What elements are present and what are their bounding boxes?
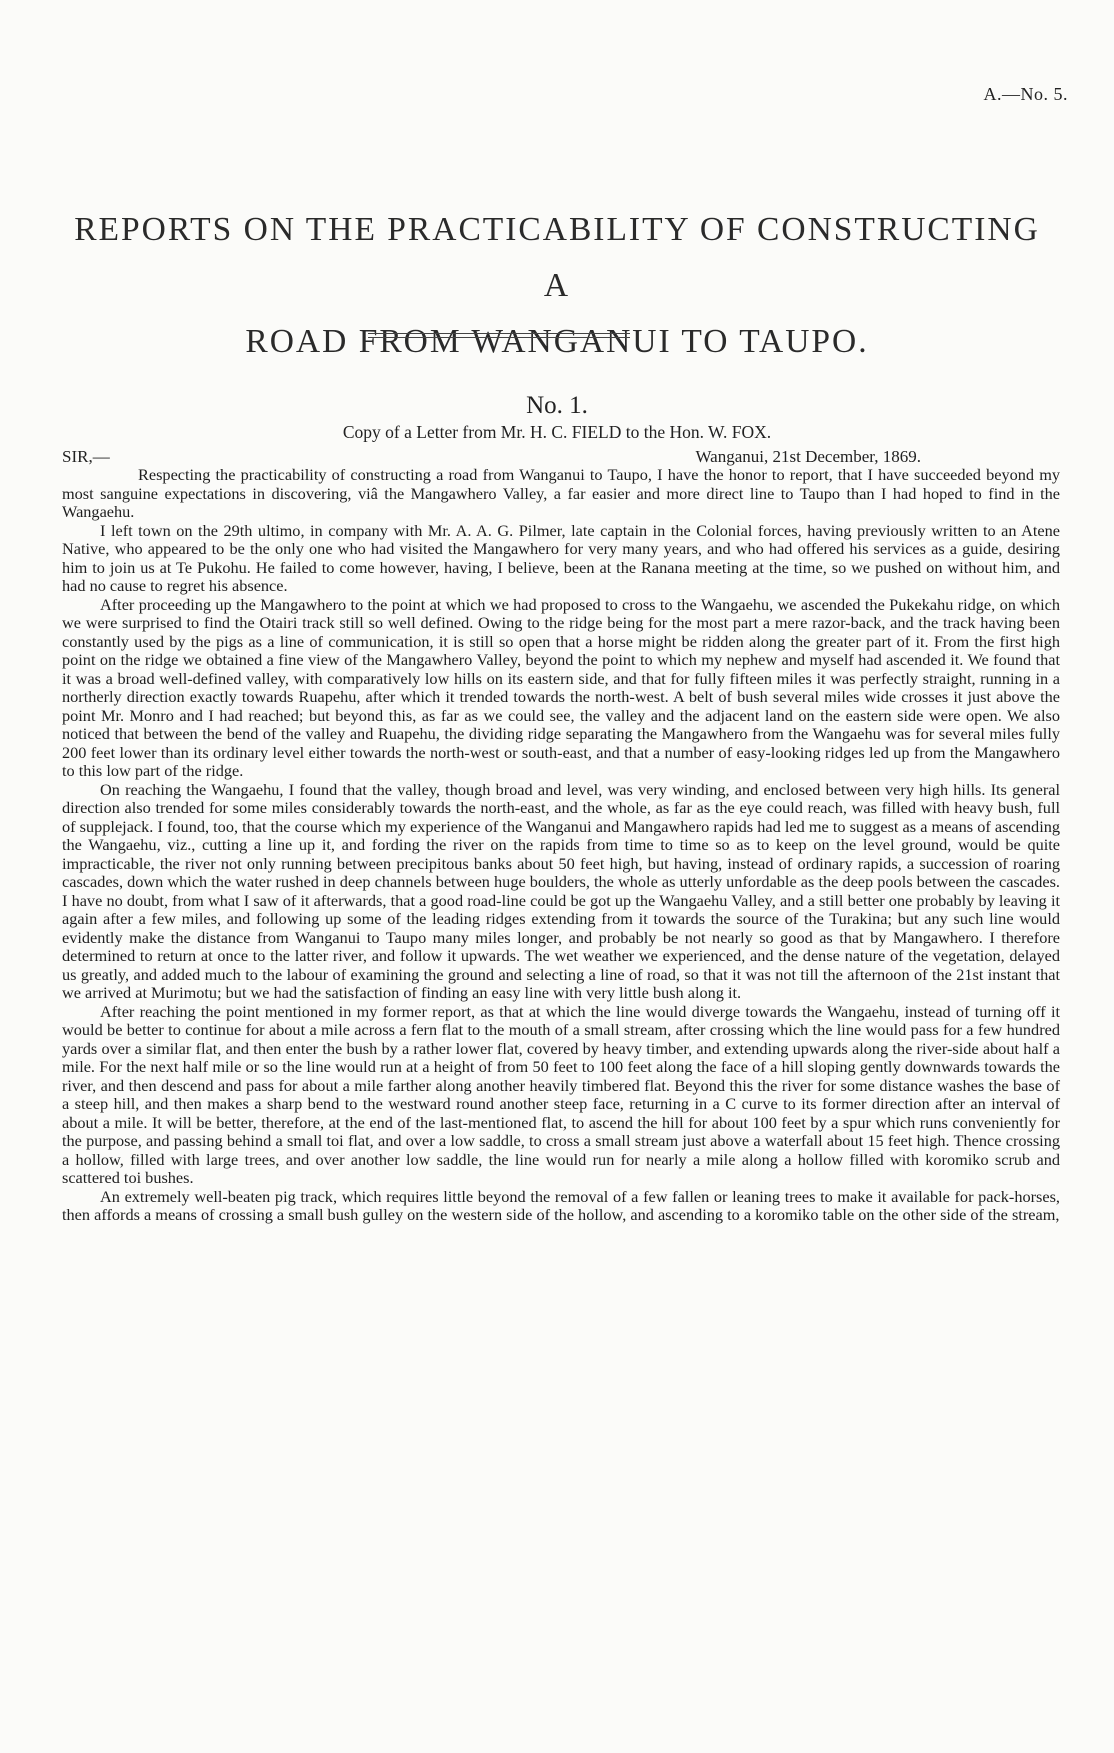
title-divider-top bbox=[368, 333, 630, 334]
paragraph-2: I left town on the 29th ultimo, in company with Mr. A. A. G. Pilmer, late captain in the Colonial forces, having previously written to an Atene Native, who appeared to be the only one who had visited the Mangawhero for very many years, and who had offered his services as a guide, desiring him to join us at Te Pukohu. He failed to come however, having, I believe, been at the Ranana meeting at the time, so we pushed on without him, and had no cause to regret his absence. bbox=[62, 520, 1060, 595]
letter-subtitle: Copy of a Letter from Mr. H. C. FIELD to the Hon. W. FOX. bbox=[342, 422, 772, 442]
document-reference: A.—No. 5. bbox=[983, 84, 1068, 104]
paragraph-5: After reaching the point mentioned in my former report, as that at which the line would diverge towards the Wangaehu, instead of turning off it would be better to continue for about a mile across a fern flat to the mouth of a small stream, after crossing which the line would pass for a few hundred yards over a similar flat, and then enter the bush by a rather lower flat, covered by heavy timber, and extending upwards along the river-side about half a mile. For the next half mile or so the line would run at a height of from 50 feet to 100 feet along the face of a hill sloping gently downwards towards the river, and then descend and pass for about a mile farther along another heavily timbered flat. Beyond this the river for some distance washes the base of a steep hill, and then makes a sharp bend to the westward round another steep face, returning in a C curve to its former direction after an interval of about a mile. It will be better, therefore, at the end of the last-mentioned flat, to ascend the hill for about 100 feet by a spur which runs conveniently for the purpose, and passing behind a small toi flat, and over a low saddle, to cross a small stream just above a waterfall about 15 feet high. Thence crossing a hollow, filled with large trees, and over another low saddle, the line would run for nearly a mile along a hollow filled with koromiko scrub and scattered toi bushes. bbox=[62, 1001, 1060, 1187]
document-title bbox=[60, 202, 1054, 370]
letter-body bbox=[62, 466, 1060, 1225]
paragraph-6: An extremely well-beaten pig track, which requires little beyond the removal of a few fallen or leaning trees to make it available for pack-horses, then affords a means of crossing a small bush gulley on the western side of the hollow, and ascending to a koromiko table on the other side of the stream, bbox=[62, 1186, 1060, 1224]
letter-number: No. 1. bbox=[526, 392, 588, 419]
paragraph-1: Respecting the practicability of constructing a road from Wanganui to Taupo, I have the honor to report, that I have succeeded beyond my most sanguine expectations in discovering, viâ the Mangawhero Valley, a far easier and more direct line to Taupo than I had hoped to find in the Wangaehu. bbox=[62, 465, 1060, 521]
paragraph-4: On reaching the Wangaehu, I found that the valley, though broad and level, was very winding, and enclosed between very high hills. Its general direction also trended for some miles considerably towards the north-east, and the whole, as far as the eye could reach, was filled with heavy bush, full of supplejack. I found, too, that the course which my experience of the Wanganui and Mangawhero rapids had led me to suggest as a means of ascending the Wangaehu, viz., cutting a line up it, and fording the river on the rapids from time to time so as to keep on the level ground, would be quite impracticable, the river not only running between precipitous banks about 50 feet high, but having, instead of ordinary rapids, a succession of roaring cascades, down which the water rushed in deep channels between huge boulders, the whole as utterly unfordable as the deep pools between the cascades. I have no doubt, from what I saw of it afterwards, that a good road-line could be got up the Wangaehu Valley, and a still better one probably by leaving it again after a few miles, and following up some of the leading ridges extending from it towards the source of the Turakina; but any such line would evidently make the distance from Wanganui to Taupo many miles longer, and probably be not nearly so good as that by Mangawhero. I therefore determined to return at once to the latter river, and follow it upwards. The wet weather we experienced, and the dense nature of the vegetation, delayed us greatly, and added much to the labour of examining the ground and selecting a line of road, so that it was not till the afternoon of the 21st instant that we arrived at Murimotu; but we had the satisfaction of finding an easy line with very little bush along it. bbox=[62, 779, 1060, 1002]
title-line-1: REPORTS ON THE PRACTICABILITY OF CONSTRUCTING A bbox=[74, 211, 1040, 304]
dateline: Wanganui, 21st December, 1869. bbox=[695, 447, 921, 466]
title-line-2: ROAD FROM WANGANUI TO TAUPO. bbox=[245, 323, 869, 360]
paragraph-3: After proceeding up the Mangawhero to the point at which we had proposed to cross to the Wangaehu, we ascended the Pukekahu ridge, on which we were surprised to find the Otairi track still so well defined. Owing to the ridge being for the most part a mere razor-back, and the track having been constantly used by the pigs as a line of communication, it is still so open that a horse might be ridden along the greater part of it. From the first high point on the ridge we obtained a fine view of the Mangawhero Valley, beyond the point to which my nephew and myself had ascended it. We found that it was a broad well-defined valley, with comparatively low hills on its eastern side, and that for fully fifteen miles it was perfectly straight, running in a northerly direction exactly towards Ruapehu, after which it trended towards the north-west. A belt of bush several miles wide crosses it just above the point Mr. Monro and I had reached; but beyond this, as far as we could see, the valley and the adjacent land on the eastern side were open. We also noticed that between the bend of the valley and Ruapehu, the dividing ridge separating the Mangawhero from the Wangaehu was for several miles fully 200 feet lower than its ordinary level either towards the north-west or south-east, and that a number of easy-looking ridges led up from the Mangawhero to this low part of the ridge. bbox=[62, 594, 1060, 780]
title-divider-bottom bbox=[368, 337, 630, 338]
salutation: SIR,— bbox=[62, 447, 110, 466]
